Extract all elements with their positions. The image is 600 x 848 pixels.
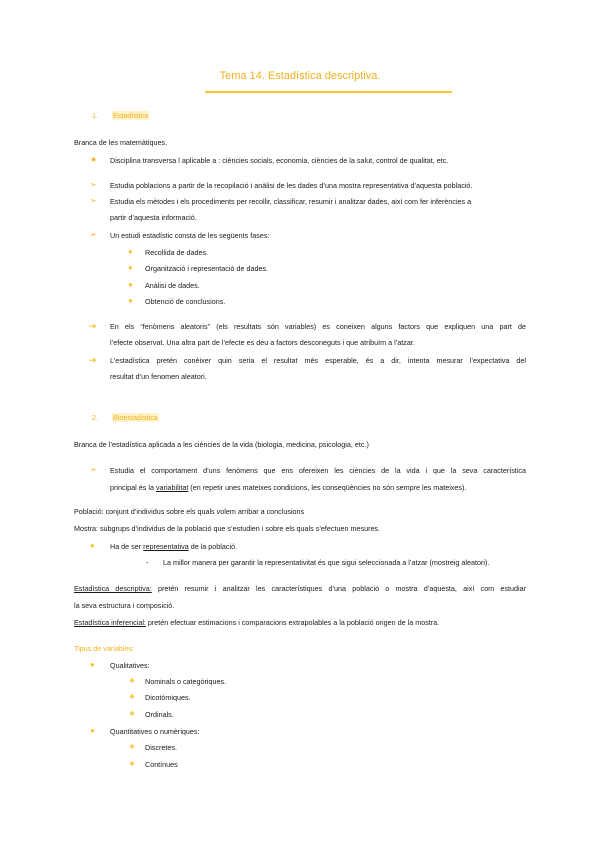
arrow-bullet-icon: ➢ [90,180,97,189]
qualitative-item: Nominals o categòriques. [145,677,227,686]
arrow-text-continued: resultat d’un fenomen aleatori. [110,372,207,381]
title-underline [205,91,452,93]
qualitative-item: Dicotòmiques. [145,693,191,702]
qualitative-item: Ordinals. [145,710,174,719]
section-1-title: Estadística [113,111,149,120]
diamond-bullet-icon: ❖ [129,711,136,718]
phase-item: Obtenció de conclusions. [145,297,226,306]
phase-item: Anàlisi de dades. [145,281,200,290]
section-2-heading [92,413,159,422]
arrow-bullet-icon: ➢ [90,465,97,474]
bullet-text-continued: partir d’aquesta informació. [110,213,197,222]
star-icon: ★ [90,155,98,164]
quantitative-item: Discretes. [145,743,177,752]
mostra-definition: Mostra: subgrups d’individus de la població que s’estudien i sobre els quals s’efectuen mesures. [74,524,381,533]
descriptiva-definition-continued: la seva estructura i composició. [74,601,175,610]
dot-bullet-icon: ● [90,541,95,550]
star-item-text: Disciplina transversa l aplicable a : ciències socials, economia, ciències de la salut, control de qualitat, etc. [110,156,449,165]
arrow-text-continued: l’efecte observat. Una altra part de l’efecte es deu a factors desconeguts i que atribuïm a l’atzar. [110,338,415,347]
phase-item: Organització i representació de dades. [145,264,269,273]
arrow-bullet-icon: ➢ [90,230,97,239]
section-2-number: 2. [92,413,98,422]
arrow-bullet-icon: ➢ [90,196,97,205]
inferencial-label: Estadística inferencial: [74,618,146,627]
descriptiva-label: Estadística descriptiva: [74,584,152,593]
mostra-bullet: Ha de ser representativa de la població. [110,542,238,551]
bullet-text: Estudia el comportament d’uns fenòmens que ens ofereixen les ciències de la vida i que la seva característica [110,466,526,475]
page-title: Tema 14. Estadística descriptiva. [219,70,381,82]
dot-bullet-icon: ● [128,296,133,305]
dot-bullet-icon: ● [90,726,95,735]
section-1-heading [92,111,149,120]
inferencial-definition: Estadística inferencial: pretén efectuar estimacions i comparacions extrapolables a la població origen de la mostra. [74,618,440,627]
bullet-text: Estudia poblacions a partir de la recopilació i anàlisi de les dades d’una mostra representativa d’aquesta població. [110,181,473,190]
variabilitat-term: variabilitat [155,483,189,492]
right-arrow-icon: ➔ [89,355,97,365]
bullet-text: Un estudi estadístic consta de les següents fases: [110,231,270,240]
mostra-label: Mostra: [74,524,98,533]
variable-types-heading: Tipus de variables: [74,644,135,653]
right-arrow-icon: ➔ [89,321,97,331]
diamond-bullet-icon: ❖ [129,694,136,701]
descriptiva-definition: Estadística descriptiva: pretén resumir i analitzar les característiques d’una població o mostra d’aquesta, així com estudiar [74,584,526,593]
section-1-intro: Branca de les matemàtiques. [74,138,168,147]
section-2-intro: Branca de l’estadística aplicada a les ciències de la vida (biologia, medicina, psicologia, etc.) [74,440,369,449]
qualitatives-label: Qualitatives: [110,661,150,670]
arrow-text: L’estadística pretén conèixer quin seria el resultat més esperable, és a dir, intenta mesurar l’expectativa del [110,356,526,365]
bullet-text: Estudia els mètodes i els procediments per recollir, classificar, resumir i analitzar dades, així com fer inferències a [110,197,472,206]
quantitative-item: Contínues [145,760,178,769]
dash-bullet: - [146,558,149,567]
arrow-text: En els “fenòmens aleatoris” (els resultats són variables) es coneixen alguns factors que expliquen una part de [110,322,526,331]
diamond-bullet-icon: ❖ [129,744,136,751]
dot-bullet-icon: ● [90,660,95,669]
dot-bullet-icon: ● [128,280,133,289]
phase-item: Recollida de dades. [145,248,209,257]
mostra-dash-text: La millor manera per garantir la representativitat és que sigui seleccionada a l’atzar (mostreig aleatori). [163,558,490,567]
poblacio-label: Població: [74,507,104,516]
representativa-term: representativa [143,542,189,551]
diamond-bullet-icon: ❖ [129,761,136,768]
dot-bullet-icon: ● [128,263,133,272]
diamond-bullet-icon: ❖ [129,678,136,685]
dot-bullet-icon: ● [128,247,133,256]
bullet-text-continued: principal és la variabilitat (en repetir unes mateixes condicions, les conseqüències no són sempre les mateixes). [110,483,467,492]
quantitatives-label: Quantitatives o numèriques: [110,727,200,736]
section-1-number: 1. [92,111,98,120]
section-2-title: Bioestadística [113,413,158,422]
poblacio-definition: Població: conjunt d’individus sobre els quals volem arribar a conclusions [74,507,305,516]
